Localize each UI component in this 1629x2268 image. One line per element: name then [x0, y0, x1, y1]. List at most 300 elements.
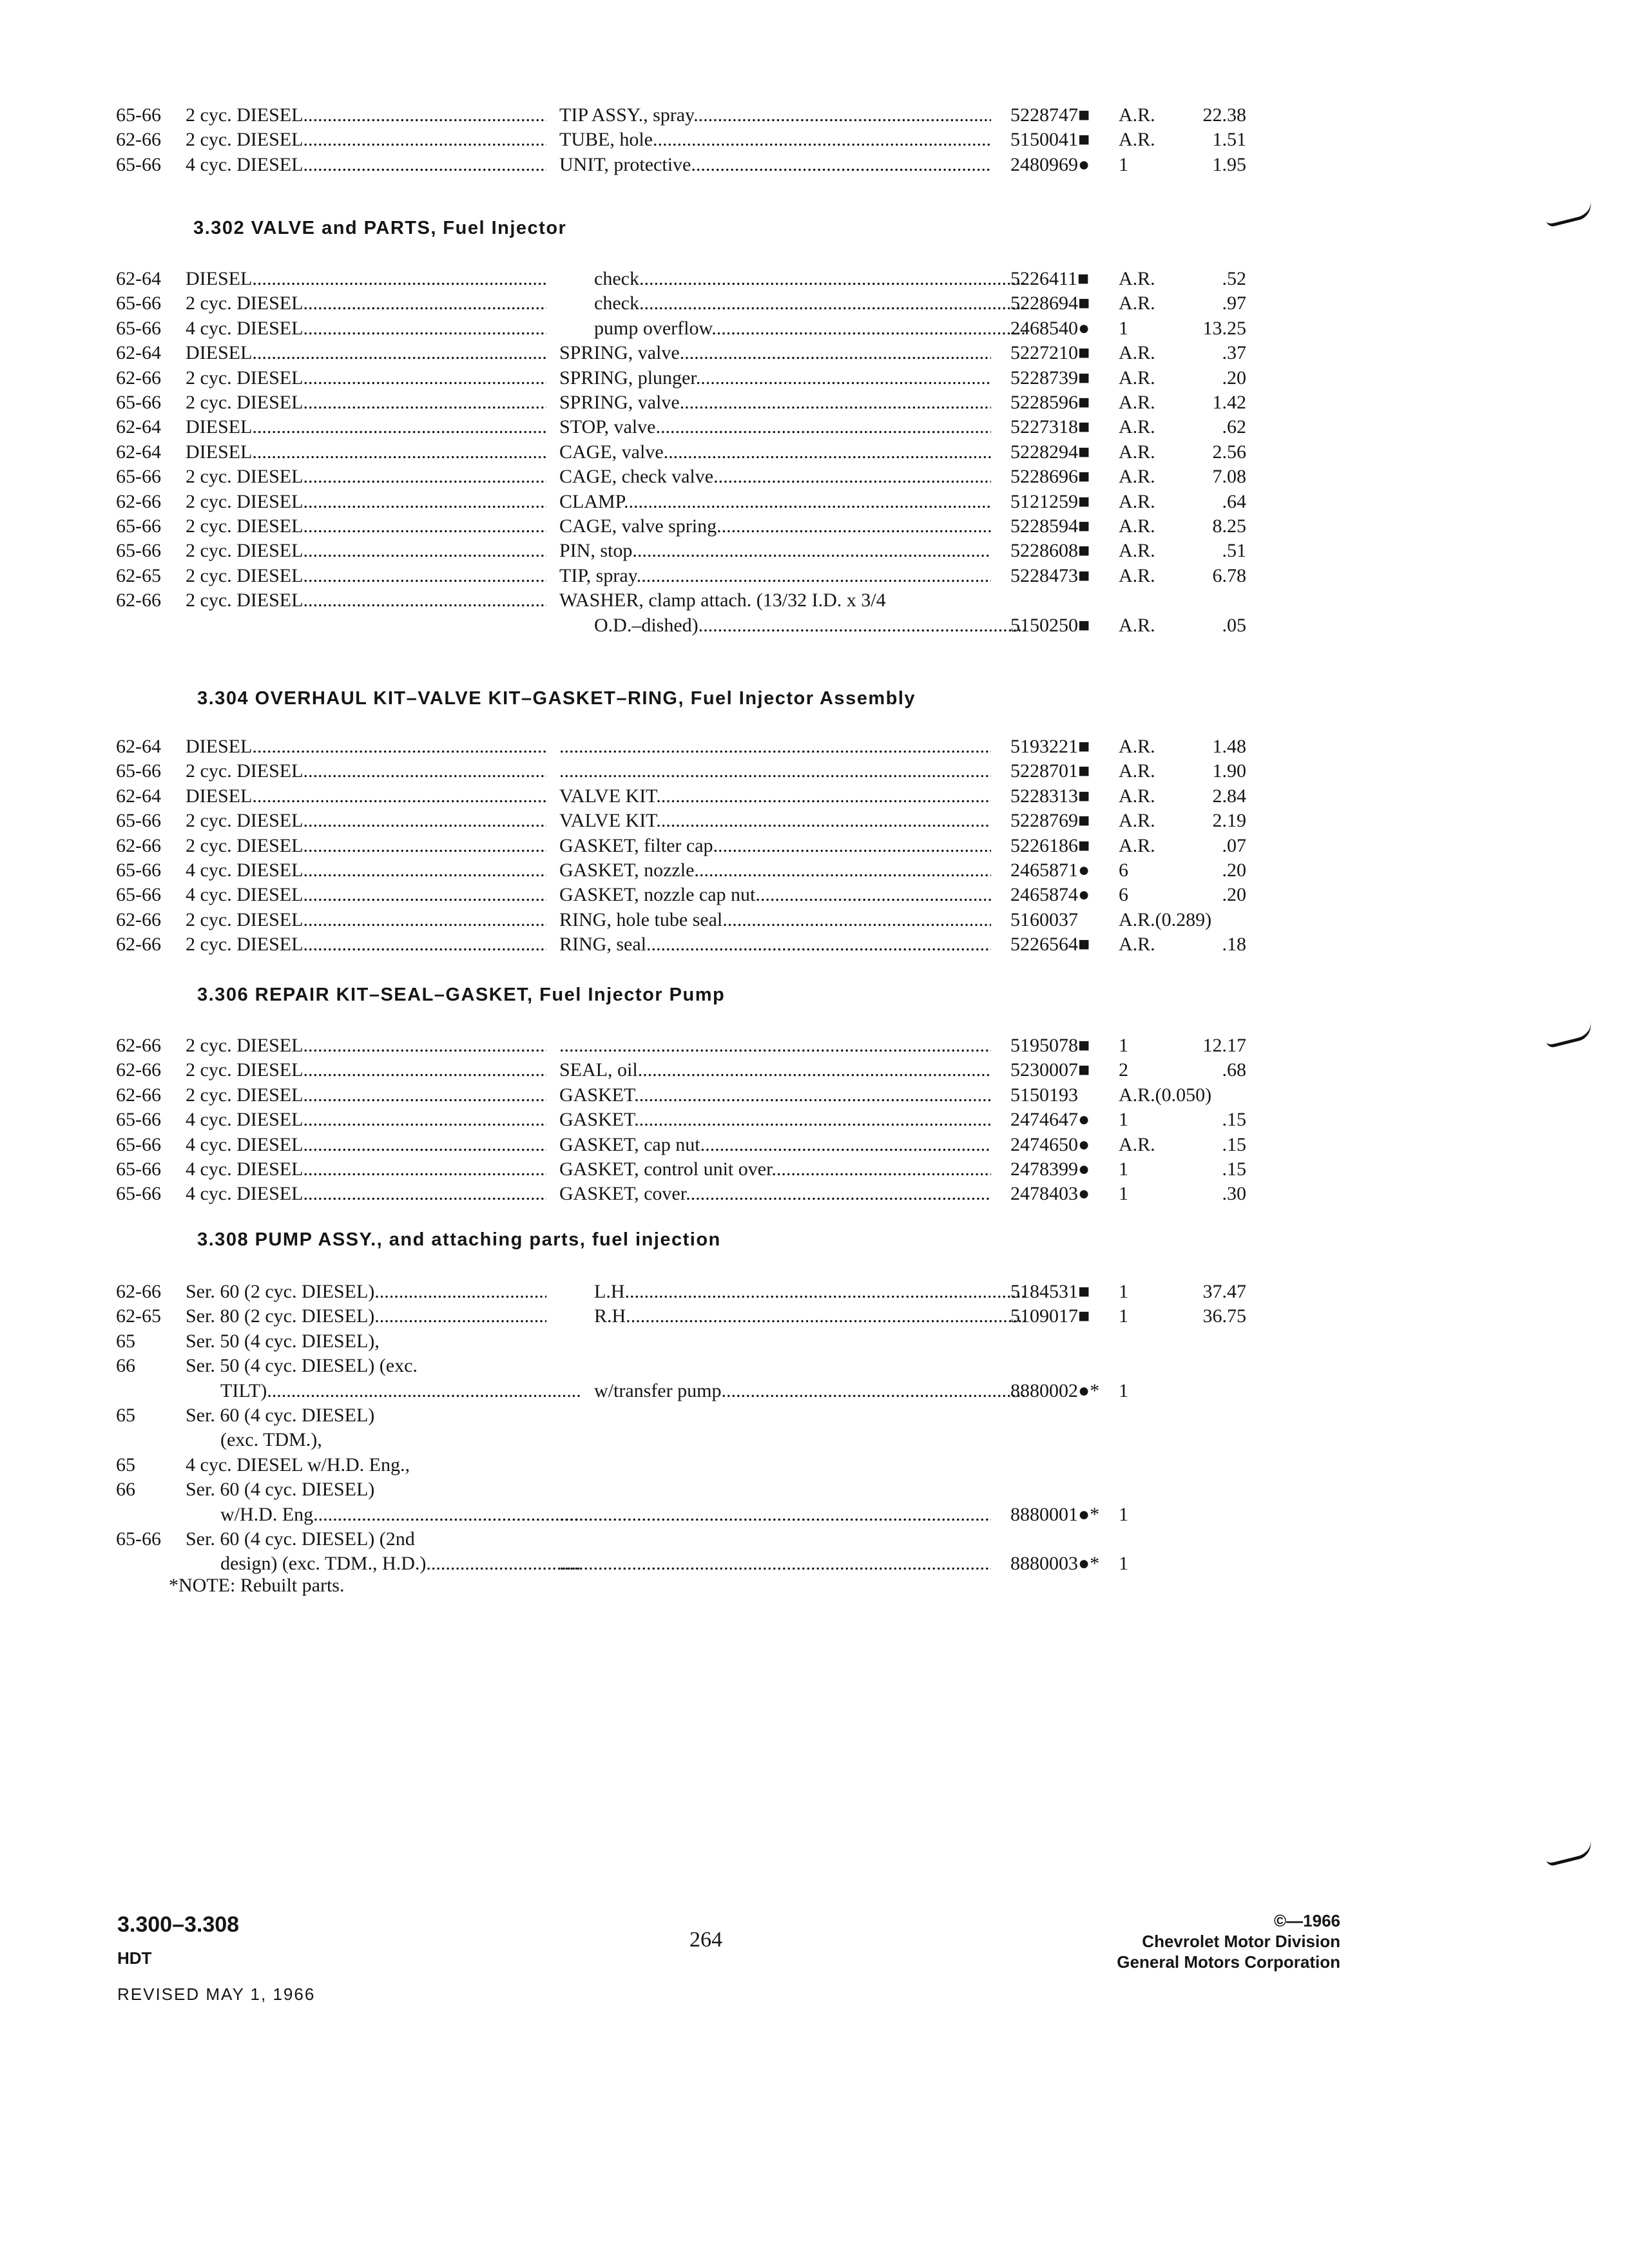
quantity: 1	[1119, 1305, 1128, 1327]
model-year: 62-66	[116, 1035, 161, 1056]
engine-description	[186, 366, 546, 390]
part-number: 5228696■	[1010, 466, 1090, 488]
model-year: 66	[116, 1355, 135, 1377]
model-year: 65	[116, 1405, 135, 1426]
table-row	[0, 153, 1629, 177]
engine-description	[186, 341, 546, 365]
part-number: 2474647●	[1010, 1109, 1090, 1131]
engine-description-text: design) (exc. TDM., H.D.)	[220, 1553, 427, 1575]
engine-description	[186, 1108, 546, 1132]
quantity: A.R.	[1119, 104, 1155, 126]
model-year: 62-66	[116, 367, 161, 389]
engine-description	[186, 103, 546, 128]
engine-description	[186, 1503, 581, 1527]
price: 8.25	[1212, 515, 1246, 537]
footer-copyright: ©—1966	[1274, 1911, 1340, 1930]
part-description	[559, 883, 991, 907]
table-row	[0, 1304, 1629, 1329]
section-title-3306: 3.306 REPAIR KIT–SEAL–GASKET, Fuel Injector Pump	[197, 985, 726, 1005]
model-year: 62-66	[116, 908, 161, 930]
price: 2.84	[1212, 785, 1246, 807]
engine-description	[186, 564, 546, 588]
part-description-text: GASKET	[559, 1084, 635, 1106]
quantity: 6	[1119, 860, 1128, 881]
model-year: 62-66	[116, 490, 161, 512]
quantity: 1	[1119, 153, 1128, 175]
price: .05	[1222, 614, 1246, 636]
table-row	[0, 564, 1629, 588]
footer-section-range: 3.300–3.308	[117, 1912, 240, 1937]
part-number: 5150250■	[1010, 614, 1090, 636]
engine-description: Ser. 60 (4 cyc. DIESEL)	[186, 1405, 375, 1426]
part-number: 5228747■	[1010, 104, 1090, 126]
part-number: 2465871●	[1010, 860, 1090, 881]
quantity: 1	[1119, 1503, 1128, 1525]
part-description	[559, 1133, 991, 1157]
price: 1.42	[1212, 392, 1246, 413]
engine-description-text: 2 cyc. DIESEL	[186, 367, 304, 389]
part-description-text: TIP ASSY., spray	[559, 104, 694, 126]
part-description	[559, 1552, 991, 1576]
quantity: A.R.	[1119, 785, 1155, 807]
model-year: 65-66	[116, 884, 161, 906]
part-number: 5228769■	[1010, 810, 1090, 832]
part-description	[559, 1157, 991, 1182]
part-number: 5228473■	[1010, 564, 1090, 586]
table-row	[0, 1280, 1629, 1304]
part-number: 5230007■	[1010, 1059, 1090, 1081]
quantity: A.R.	[1119, 441, 1155, 463]
table-row	[0, 1182, 1629, 1206]
part-description	[559, 1304, 1026, 1329]
table-row	[0, 858, 1629, 883]
part-description-text: CAGE, check valve	[559, 466, 714, 488]
part-description-text: TIP, spray	[559, 564, 637, 586]
model-year: 65-66	[116, 540, 161, 562]
model-year: 62-65	[116, 564, 161, 586]
engine-description-text: 4 cyc. DIESEL	[186, 860, 304, 881]
engine-description: 4 cyc. DIESEL w/H.D. Eng.,	[186, 1454, 410, 1475]
table-row	[0, 1157, 1629, 1182]
quantity: 1	[1119, 1379, 1128, 1401]
price: .52	[1222, 268, 1246, 289]
quantity: 2	[1119, 1059, 1128, 1081]
price: .97	[1222, 293, 1246, 314]
model-year: 62-66	[116, 834, 161, 856]
model-year: 62-66	[116, 934, 161, 956]
part-description-text: check	[594, 268, 639, 289]
quantity: A.R.	[1119, 834, 1155, 856]
quantity: A.R.	[1119, 760, 1155, 782]
section-title-3304: 3.304 OVERHAUL KIT–VALVE KIT–GASKET–RING, Fuel Injector Assembly	[197, 688, 916, 709]
table-row	[0, 1403, 1629, 1428]
price: .62	[1222, 416, 1246, 438]
model-year: 65-66	[116, 466, 161, 488]
model-year: 65-66	[116, 515, 161, 537]
model-year: 65-66	[116, 153, 161, 175]
part-description-text: SEAL, oil	[559, 1059, 638, 1081]
price: 6.78	[1212, 564, 1246, 586]
part-description	[559, 1503, 991, 1527]
engine-description	[186, 128, 546, 152]
quantity: 1	[1119, 1109, 1128, 1131]
part-number: 2480969●	[1010, 153, 1090, 175]
price: 22.38	[1202, 104, 1246, 126]
table-row	[0, 1379, 1629, 1403]
table-row	[0, 1083, 1629, 1108]
quantity: A.R.	[1119, 736, 1155, 757]
part-number: 5228596■	[1010, 392, 1090, 413]
table-row	[0, 1354, 1629, 1378]
part-number: 5184531■	[1010, 1281, 1090, 1302]
part-description-text: w/transfer pump	[594, 1379, 722, 1401]
quantity: A.R.	[1119, 392, 1155, 413]
price: 1.48	[1212, 736, 1246, 757]
part-description	[559, 490, 991, 514]
model-year: 65-66	[116, 1109, 161, 1131]
model-year: 65-66	[116, 1158, 161, 1180]
model-year: 62-64	[116, 785, 161, 807]
engine-description	[186, 490, 546, 514]
engine-description-text: 2 cyc. DIESEL	[186, 540, 304, 562]
part-description-text: PIN, stop	[559, 540, 633, 562]
engine-description-text: 2 cyc. DIESEL	[186, 515, 304, 537]
quantity: A.R.	[1119, 367, 1155, 389]
footer-code: HDT	[117, 1948, 152, 1968]
model-year: 65-66	[116, 1133, 161, 1155]
part-number: 5150193	[1010, 1084, 1078, 1106]
table-row	[0, 1133, 1629, 1157]
engine-description: Ser. 50 (4 cyc. DIESEL) (exc.	[186, 1355, 418, 1377]
part-description	[559, 539, 991, 563]
engine-description	[186, 539, 546, 563]
engine-description-text: 2 cyc. DIESEL	[186, 1035, 304, 1056]
engine-description	[186, 1157, 546, 1182]
part-description-text: SPRING, plunger	[559, 367, 696, 389]
quantity: A.R.	[1119, 293, 1155, 314]
engine-description-text: DIESEL	[186, 268, 253, 289]
engine-description-text: 2 cyc. DIESEL	[186, 293, 304, 314]
price: .15	[1222, 1158, 1246, 1180]
engine-description-text: 4 cyc. DIESEL	[186, 153, 304, 175]
engine-description-text: 4 cyc. DIESEL	[186, 1158, 304, 1180]
part-description	[559, 415, 991, 439]
engine-description	[186, 809, 546, 833]
part-description-text: GASKET, filter cap	[559, 834, 713, 856]
quantity: 1	[1119, 1035, 1128, 1056]
engine-description	[186, 784, 546, 809]
price: .15	[1222, 1109, 1246, 1131]
engine-description	[186, 514, 546, 539]
engine-description	[186, 465, 546, 489]
price: .20	[1222, 367, 1246, 389]
part-description	[559, 735, 991, 759]
model-year: 65-66	[116, 104, 161, 126]
engine-description	[186, 759, 546, 783]
quantity: A.R.	[1119, 540, 1155, 562]
part-description	[559, 932, 991, 957]
section-title-3302: 3.302 VALVE and PARTS, Fuel Injector	[193, 218, 567, 238]
table-row	[0, 440, 1629, 465]
quantity: A.R.	[1119, 342, 1155, 364]
quantity: A.R.	[1119, 810, 1155, 832]
table-row	[0, 415, 1629, 439]
price: 7.08	[1212, 466, 1246, 488]
engine-description	[186, 588, 546, 613]
table-row	[0, 341, 1629, 365]
quantity: A.R.	[1119, 934, 1155, 956]
table-row	[0, 1503, 1629, 1527]
engine-description-text: 2 cyc. DIESEL	[186, 760, 304, 782]
part-number: 2474650●	[1010, 1133, 1090, 1155]
footer-revised: REVISED MAY 1, 1966	[117, 1984, 316, 2004]
binder-mark-top	[1544, 200, 1594, 227]
quantity: 1	[1119, 317, 1128, 339]
table-row	[0, 784, 1629, 809]
table-row	[0, 1108, 1629, 1132]
engine-description	[186, 1280, 546, 1304]
engine-description	[186, 1379, 581, 1403]
part-description-text: UNIT, protective	[559, 153, 691, 175]
engine-description-text: 2 cyc. DIESEL	[186, 564, 304, 586]
table-row	[0, 1329, 1629, 1354]
price: .30	[1222, 1183, 1246, 1205]
part-number: 5228694■	[1010, 293, 1090, 314]
part-description	[559, 908, 991, 932]
part-description-text: STOP, valve	[559, 416, 656, 438]
part-description-text: GASKET, cover	[559, 1183, 686, 1205]
quantity: 1	[1119, 1158, 1128, 1180]
table-row	[0, 1453, 1629, 1477]
part-description-text: CAGE, valve spring	[559, 515, 717, 537]
part-description	[559, 341, 991, 365]
table-row	[0, 514, 1629, 539]
price: .20	[1222, 884, 1246, 906]
table-row	[0, 316, 1629, 341]
price: .20	[1222, 860, 1246, 881]
part-number: 5193221■	[1010, 736, 1090, 757]
table-row	[0, 128, 1629, 152]
table-row	[0, 1033, 1629, 1058]
part-description-text: GASKET, nozzle	[559, 860, 695, 881]
part-description	[559, 1033, 991, 1058]
part-number: 5228594■	[1010, 515, 1090, 537]
part-number: 2478399●	[1010, 1158, 1090, 1180]
part-description	[559, 291, 1026, 316]
quantity: A.R.	[1119, 564, 1155, 586]
price: 2.56	[1212, 441, 1246, 463]
quantity: A.R.	[1119, 416, 1155, 438]
engine-description-text: DIESEL	[186, 441, 253, 463]
engine-description	[186, 1552, 581, 1576]
model-year: 62-64	[116, 268, 161, 289]
part-description-text: GASKET, cap nut	[559, 1133, 700, 1155]
part-number: 5228739■	[1010, 367, 1090, 389]
table-row	[0, 1527, 1629, 1552]
part-number: 5228294■	[1010, 441, 1090, 463]
part-number: 8880001●*	[1010, 1503, 1100, 1525]
model-year: 62-65	[116, 1305, 161, 1327]
engine-description-text: 2 cyc. DIESEL	[186, 129, 304, 151]
part-description	[559, 1108, 991, 1132]
table-row	[0, 366, 1629, 390]
table-row	[0, 103, 1629, 128]
table-row	[0, 1428, 1629, 1452]
part-description	[559, 858, 991, 883]
quantity: A.R.	[1119, 490, 1155, 512]
engine-description-text: 2 cyc. DIESEL	[186, 392, 304, 413]
table-row	[0, 932, 1629, 957]
engine-description-text: 2 cyc. DIESEL	[186, 1059, 304, 1081]
engine-description-text: 2 cyc. DIESEL	[186, 908, 304, 930]
price: .07	[1222, 834, 1246, 856]
engine-description-text: 4 cyc. DIESEL	[186, 884, 304, 906]
part-description	[559, 1379, 1026, 1403]
model-year: 62-64	[116, 441, 161, 463]
part-description	[559, 564, 991, 588]
part-description-text: SPRING, valve	[559, 342, 680, 364]
model-year: 62-66	[116, 129, 161, 151]
part-description	[559, 128, 991, 152]
price: 2.19	[1212, 810, 1246, 832]
engine-description-text: 2 cyc. DIESEL	[186, 834, 304, 856]
part-description-text: GASKET, nozzle cap nut	[559, 884, 756, 906]
part-number: 5150041■	[1010, 129, 1090, 151]
rebuilt-parts-note: *NOTE: Rebuilt parts.	[169, 1575, 345, 1596]
engine-description: Ser. 50 (4 cyc. DIESEL),	[186, 1330, 380, 1352]
price: .68	[1222, 1059, 1246, 1081]
table-row	[0, 613, 1629, 638]
engine-description	[186, 1033, 546, 1058]
engine-description-text: DIESEL	[186, 416, 253, 438]
part-description	[559, 366, 991, 390]
quantity: A.R.(0.050)	[1119, 1084, 1212, 1106]
model-year: 65-66	[116, 392, 161, 413]
part-description-text: pump overflow	[594, 317, 712, 339]
model-year: 62-66	[116, 1281, 161, 1302]
price: .18	[1222, 934, 1246, 956]
table-row	[0, 490, 1629, 514]
table-row	[0, 539, 1629, 563]
table-row	[0, 588, 1629, 613]
quantity: 1	[1119, 1183, 1128, 1205]
part-description-text: check	[594, 293, 639, 314]
table-row	[0, 1058, 1629, 1082]
model-year: 62-64	[116, 342, 161, 364]
part-description-text: O.D.–dished)	[594, 614, 699, 636]
section-title-3308: 3.308 PUMP ASSY., and attaching parts, fuel injection	[197, 1229, 721, 1250]
model-year: 65-66	[116, 760, 161, 782]
engine-description	[186, 834, 546, 858]
price: 13.25	[1202, 317, 1246, 339]
page-number: 264	[689, 1928, 722, 1952]
table-row	[0, 1552, 1629, 1576]
part-description-text: CAGE, valve	[559, 441, 664, 463]
model-year: 62-66	[116, 1059, 161, 1081]
engine-description	[186, 1083, 546, 1108]
part-description-text: CLAMP	[559, 490, 624, 512]
part-number: 5228313■	[1010, 785, 1090, 807]
part-number: 8880003●*	[1010, 1553, 1100, 1575]
part-description	[559, 390, 991, 415]
part-description	[559, 103, 991, 128]
engine-description-text: 2 cyc. DIESEL	[186, 104, 304, 126]
part-number: 5195078■	[1010, 1035, 1090, 1056]
part-description	[559, 613, 1026, 638]
part-description	[559, 440, 991, 465]
part-description-text: VALVE KIT	[559, 785, 657, 807]
part-description	[559, 1182, 991, 1206]
quantity: A.R.	[1119, 129, 1155, 151]
part-description	[559, 759, 991, 783]
table-row	[0, 735, 1629, 759]
part-description-text: R.H.	[594, 1305, 631, 1327]
quantity: 1	[1119, 1281, 1128, 1302]
quantity: A.R.	[1119, 268, 1155, 289]
price: 37.47	[1202, 1281, 1246, 1302]
model-year: 65-66	[116, 1528, 161, 1550]
model-year: 66	[116, 1479, 135, 1501]
engine-description-text: 4 cyc. DIESEL	[186, 1133, 304, 1155]
quantity: A.R.	[1119, 466, 1155, 488]
model-year: 65	[116, 1330, 135, 1352]
part-description	[559, 1058, 991, 1082]
engine-description-text: 2 cyc. DIESEL	[186, 466, 304, 488]
engine-description: (exc. TDM.),	[220, 1429, 322, 1451]
quantity: 1	[1119, 1553, 1128, 1575]
part-description	[559, 1280, 1026, 1304]
part-number: 5226564■	[1010, 934, 1090, 956]
table-row	[0, 465, 1629, 489]
engine-description-text: DIESEL	[186, 736, 253, 757]
model-year: 65-66	[116, 317, 161, 339]
engine-description	[186, 1182, 546, 1206]
price: 12.17	[1202, 1035, 1246, 1056]
quantity: A.R.	[1119, 515, 1155, 537]
part-number: 2478403●	[1010, 1183, 1090, 1205]
model-year: 62-66	[116, 590, 161, 611]
price: .51	[1222, 540, 1246, 562]
part-number: 5227210■	[1010, 342, 1090, 364]
engine-description-text: DIESEL	[186, 342, 253, 364]
quantity: A.R.	[1119, 1133, 1155, 1155]
engine-description: Ser. 60 (4 cyc. DIESEL) (2nd	[186, 1528, 415, 1550]
price: 36.75	[1202, 1305, 1246, 1327]
table-row	[0, 834, 1629, 858]
part-description	[559, 834, 991, 858]
engine-description-text: 2 cyc. DIESEL	[186, 934, 304, 956]
engine-description	[186, 883, 546, 907]
price: .64	[1222, 490, 1246, 512]
engine-description	[186, 1058, 546, 1082]
engine-description-text: 2 cyc. DIESEL	[186, 490, 304, 512]
part-number: 5228701■	[1010, 760, 1090, 782]
part-description	[559, 809, 991, 833]
engine-description	[186, 908, 546, 932]
engine-description	[186, 1133, 546, 1157]
quantity: A.R.(0.289)	[1119, 908, 1212, 930]
part-description-text: VALVE KIT	[559, 810, 657, 832]
engine-description-text: 4 cyc. DIESEL	[186, 317, 304, 339]
part-description-text: TUBE, hole	[559, 129, 653, 151]
part-number: 5226186■	[1010, 834, 1090, 856]
engine-description-text: w/H.D. Eng.	[220, 1503, 318, 1525]
model-year: 65	[116, 1454, 135, 1475]
engine-description	[186, 316, 546, 341]
table-row	[0, 759, 1629, 783]
model-year: 65-66	[116, 1183, 161, 1205]
engine-description-text: Ser. 60 (2 cyc. DIESEL)	[186, 1281, 375, 1302]
